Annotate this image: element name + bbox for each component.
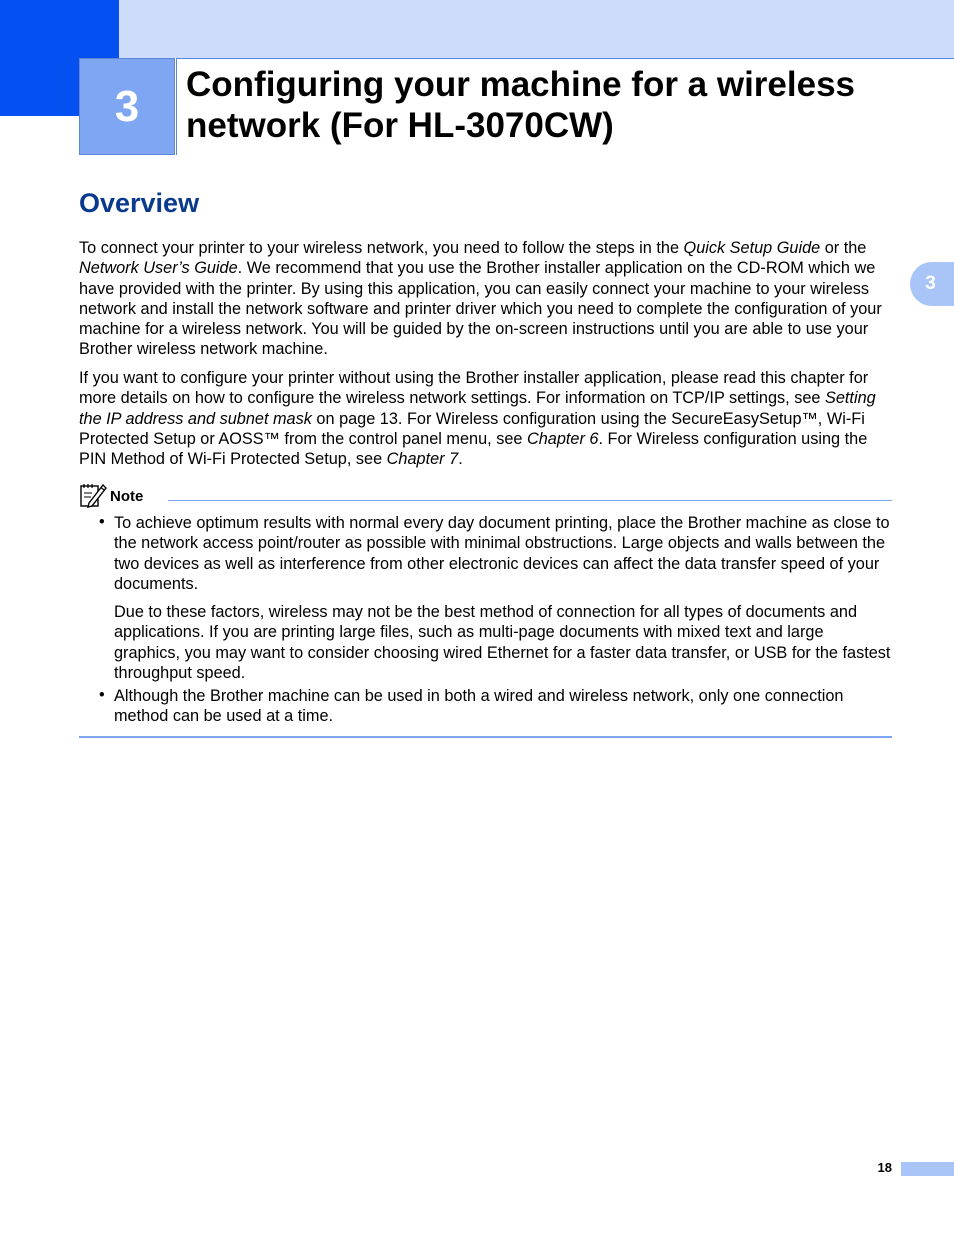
p2-text-2: on page 13. For Wireless configuration using the SecureEasySetup™, Wi-Fi Protected Setup or AOSS™ from the control panel menu, see (79, 409, 865, 448)
note-top-rule (168, 500, 892, 501)
chapter-7-ref: Chapter 7 (386, 450, 459, 469)
overview-paragraph-2 (79, 368, 894, 469)
title-left-rule (176, 58, 177, 155)
ip-address-ref: Setting the IP address and subnet mask (79, 389, 876, 428)
header-band (0, 0, 954, 58)
note-item-1: To achieve optimum results with normal every day document printing, place the Brother machine as close to the network access point/router as possible with minimal obstructions. Large objects and walls between the two devices as well as interference from other electronic devices can affect the data transfer speed of your documents. (114, 514, 890, 593)
chapter-title: Configuring your machine for a wireless network (For HL-3070CW) (186, 65, 856, 145)
chapter-number-box (79, 58, 175, 155)
p2-text-1: If you want to configure your printer without using the Brother installer application, please read this chapter for more details on how to configure the wireless network settings. For information on TCP/IP settings, see (79, 369, 869, 408)
note-item-2: Although the Brother machine can be used in both a wired and wireless network, only one connection method can be used at a time. (114, 687, 844, 726)
title-top-rule (176, 58, 954, 59)
note-pencil-icon (79, 481, 107, 509)
overview-paragraph-1 (79, 238, 894, 360)
bullet-1: • (99, 513, 105, 531)
quick-setup-guide-ref: Quick Setup Guide (683, 239, 821, 257)
p1-text-3: . We recommend that you use the Brother installer application on the CD-ROM which we have provided with the printer. By using this application, you can easily connect your machine to your wireless network and install the network software and printer driver which you need to complete the configuration of your machine for a wireless network. You will be guided by the on-screen instructions until you are able to use your Brother wireless network machine. (79, 259, 882, 359)
p1-text-2: or the (820, 239, 867, 257)
note-bottom-rule (79, 736, 892, 738)
chapter-6-ref: Chapter 6 (526, 429, 599, 448)
bullet-2: • (99, 686, 105, 704)
p2-text-3: . For Wireless configuration using the PIN Method of Wi-Fi Protected Setup, see (79, 429, 868, 469)
p2-text-4: . (458, 450, 463, 469)
note-item-1-continued: Due to these factors, wireless may not be the best method of connection for all types of documents and applications. If you are printing large files, such as multi-page documents with mixed text and large graphics, you may want to consider choosing wired Ethernet for a faster data transfer, or USB for the fastest throughput speed. (114, 603, 891, 682)
chapter-number: 3 (114, 81, 140, 131)
page-number: 18 (877, 1160, 892, 1175)
side-tab-label: 3 (925, 273, 936, 294)
note-label: Note (110, 488, 144, 505)
p1-text-1: To connect your printer to your wireless network, you need to follow the steps in the (79, 239, 684, 257)
network-users-guide-ref: Network User’s Guide (79, 259, 238, 278)
section-heading: Overview (79, 188, 200, 218)
chapter-side-tab (910, 262, 954, 306)
page-number-tab (901, 1162, 954, 1176)
